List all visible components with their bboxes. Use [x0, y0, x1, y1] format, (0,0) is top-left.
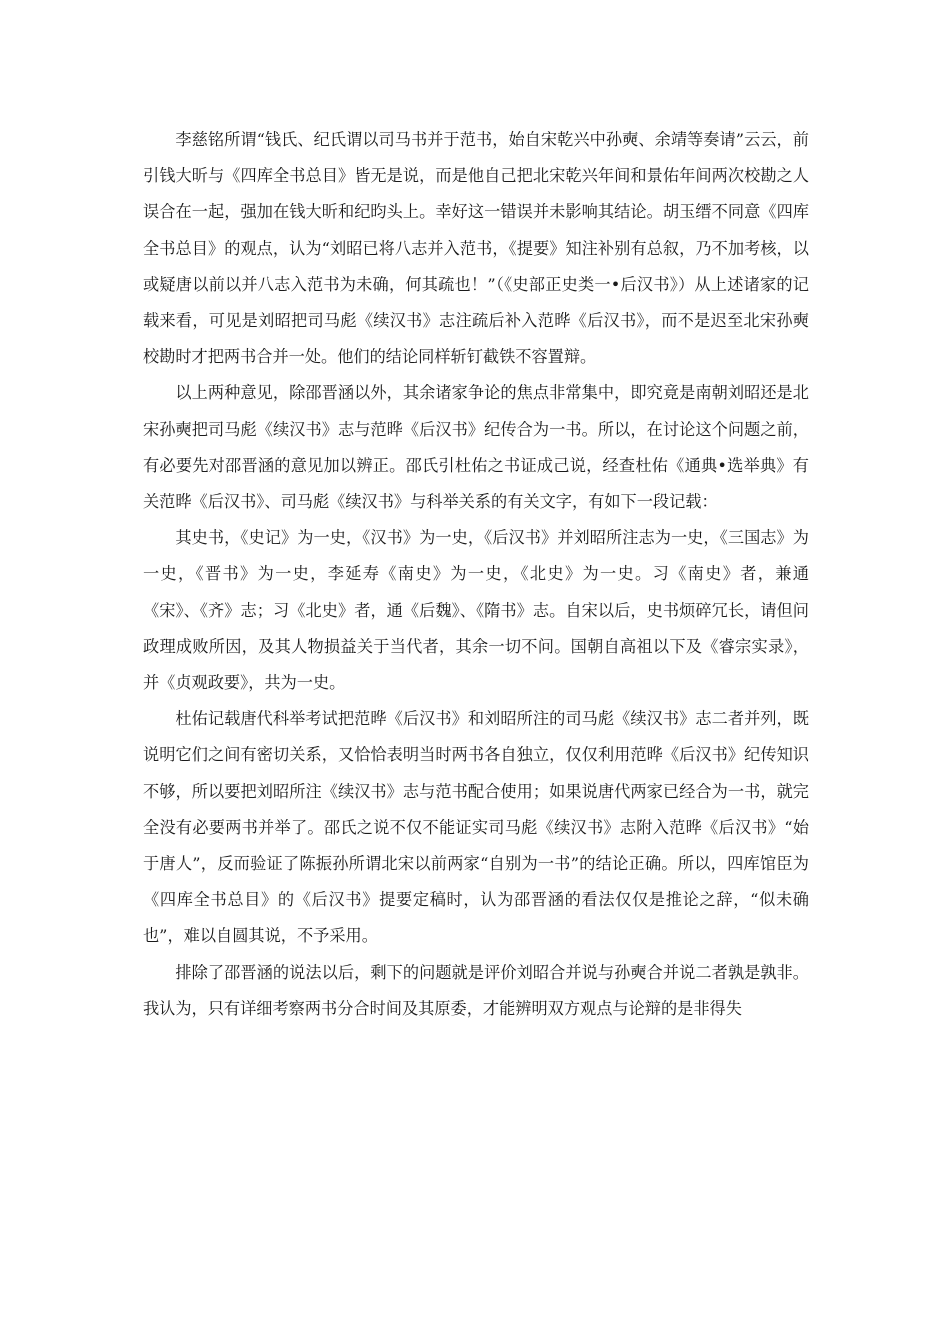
- paragraph-5: 排除了邵晋涵的说法以后，剩下的问题就是评价刘昭合并说与孙奭合并说二者孰是孰非。我认为，只有详细考察两书分合时间及其原委，才能辨明双方观点与论辩的是非得失: [143, 962, 809, 1018]
- paragraph-2: 以上两种意见，除邵晋涵以外，其余诸家争论的焦点非常集中，即究竟是南朝刘昭还是北宋孙奭把司马彪《续汉书》志与范晔《后汉书》纪传合为一书。所以，在讨论这个问题之前，有必要先对邵晋涵的意见加以辨正。邵氏引杜佑之书证成己说，经查杜佑《通典•选举典》有关范晔《后汉书》、司马彪《续汉书》与科举关系的有关文字，有如下一段记载：: [143, 383, 809, 512]
- paragraph-1: 李慈铭所谓“钱氏、纪氏谓以司马书并于范书，始自宋乾兴中孙奭、余靖等奏请”云云，前引钱大昕与《四库全书总目》皆无是说，而是他自己把北宋乾兴年间和景佑年间两次校勘之人误合在一起，强加在钱大昕和纪昀头上。幸好这一错误并未影响其结论。胡玉缙不同意《四库全书总目》的观点，认为“刘昭已将八志并入范书，《提要》知注补别有总叙，乃不加考核，以或疑唐以前以并八志入范书为未确，何其疏也！”（《史部正史类一•后汉书》）从上述诸家的记载来看，可见是刘昭把司马彪《续汉书》志注疏后补入范晔《后汉书》，而不是迟至北宋孙奭校勘时才把两书合并一处。他们的结论同样斩钉截铁不容置辩。: [143, 130, 809, 367]
- paragraph-4: 杜佑记载唐代科举考试把范晔《后汉书》和刘昭所注的司马彪《续汉书》志二者并列，既说明它们之间有密切关系，又恰恰表明当时两书各自独立，仅仅利用范晔《后汉书》纪传知识不够，所以要把刘昭所注《续汉书》志与范书配合使用；如果说唐代两家已经合为一书，就完全没有必要两书并举了。邵氏之说不仅不能证实司马彪《续汉书》志附入范晔《后汉书》“始于唐人”，反而验证了陈振孙所谓北宋以前两家“自别为一书”的结论正确。所以，四库馆臣为《四库全书总目》的《后汉书》提要定稿时，认为邵晋涵的看法仅仅是推论之辞，“似未确也”，难以自圆其说，不予采用。: [143, 709, 809, 946]
- block-quote-paragraph: 其史书，《史记》为一史，《汉书》为一史，《后汉书》并刘昭所注志为一史，《三国志》为一史，《晋书》为一史，李延寿《南史》为一史，《北史》为一史。习《南史》者，兼通《宋》、《齐》志；习《北史》者，通《后魏》、《隋书》志。自宋以后，史书烦碎冗长，请但问政理成败所因，及其人物损益关于当代者，其余一切不问。国朝自高祖以下及《睿宗实录》，并《贞观政要》，共为一史。: [143, 528, 809, 693]
- body-text: [143, 122, 809, 1027]
